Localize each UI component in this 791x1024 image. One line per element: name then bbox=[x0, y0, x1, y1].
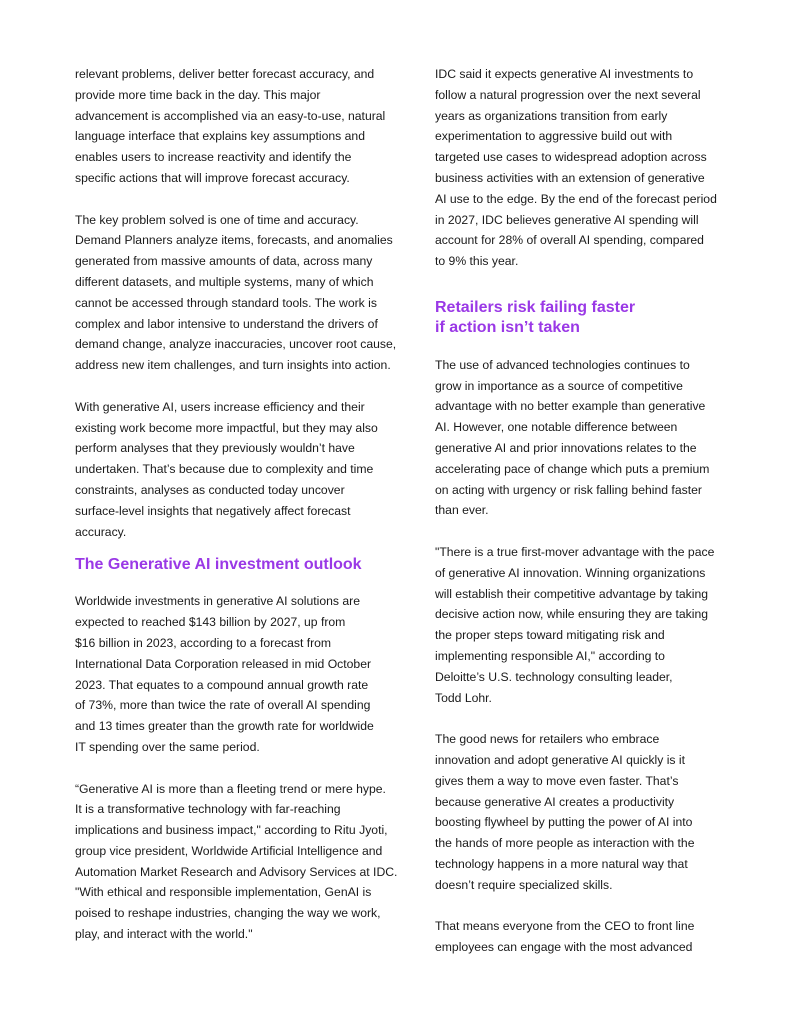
paragraph-spacer bbox=[435, 521, 727, 542]
right-paragraph-4: The good news for retailers who embrace innovation and adopt generative AI quickly is it gives them a way to move even faster. That’s because generative AI creates a productivity boosting flywheel by putting the power of AI into the hands of more people as interaction with the technology happens in a more natural way that doesn’t require specialized skills. bbox=[435, 732, 695, 892]
section-heading-investment-outlook: The Generative AI investment outlook bbox=[75, 556, 362, 574]
paragraph-spacer bbox=[435, 708, 727, 729]
right-paragraph-1: IDC said it expects generative AI investments to follow a natural progression over the next several years as organizations transition from early experimentation to aggressive build out with targeted use cases to widespread adoption across business activities with an extension of generative AI use to the edge. By the end of the forecast period in 2027, IDC believes generative AI spending will account for 28% of overall AI spending, compared to 9% this year. bbox=[435, 67, 717, 269]
left-column bbox=[75, 64, 407, 945]
right-paragraph-3-quote: "There is a true first-mover advantage with the pace of generative AI innovation. Winning organizations will establish their competitive advantage by taking decisive action now, while ensuring they are taking the proper steps toward mitigating risk and implementing responsible AI," according to Deloitte’s U.S. technology consulting leader, Todd Lohr. bbox=[435, 544, 715, 705]
paragraph-spacer bbox=[75, 189, 407, 210]
right-paragraph-2: The use of advanced technologies continues to grow in importance as a source of competitive advantage with no better example than generative AI. However, one notable difference between generative AI and prior innovations relates to the accelerating pace of change which puts a premium on acting with urgency or risk falling behind faster than ever. bbox=[435, 357, 710, 518]
right-column bbox=[435, 64, 727, 958]
paragraph-spacer bbox=[75, 376, 407, 397]
left-paragraph-3: With generative AI, users increase efficiency and their existing work become more impactful, but they may also perform analyses that they previously wouldn’t have undertaken. That’s because due to complexity and time constraints, analyses as conducted today uncover surface-level insights that negatively affect forecast accuracy. bbox=[75, 399, 378, 539]
paragraph-spacer bbox=[435, 272, 727, 293]
left-paragraph-2: The key problem solved is one of time and accuracy. Demand Planners analyze items, forecasts, and anomalies generated from massive amounts of data, across many different datasets, and multiple systems, many of which cannot be accessed through standard tools. The work is complex and labor intensive to understand the drivers of demand change, analyze inaccuracies, uncover root cause, address new item challenges, and turn insights into action. bbox=[75, 212, 397, 373]
section-heading-retailers-risk: Retailers risk failing faster if action isn’t taken bbox=[435, 298, 636, 336]
paragraph-spacer bbox=[75, 758, 407, 779]
left-paragraph-5-quote: “Generative AI is more than a fleeting trend or mere hype. It is a transformative technology with far-reaching implications and business impact," according to Ritu Jyoti, group vice president, Worldwide Artificial Intelligence and Automation Market Research and Advisory Services at IDC. "With ethical and responsible implementation, GenAI is poised to reshape industries, changing the way we work, play, and interact with the world." bbox=[75, 781, 398, 942]
left-paragraph-1: relevant problems, deliver better forecast accuracy, and provide more time back in the day. This major advancement is accomplished via an easy-to-use, natural language interface that explains key assumptions and enables users to increase reactivity and identify the specific actions that will improve forecast accuracy. bbox=[75, 67, 386, 185]
right-paragraph-5: That means everyone from the CEO to front line employees can engage with the most advanced bbox=[435, 919, 695, 955]
left-paragraph-4: Worldwide investments in generative AI solutions are expected to reached $143 billion by 2027, up from $16 billion in 2023, according to a forecast from International Data Corporation released in mid October 2023. That equates to a compound annual growth rate of 73%, more than twice the rate of overall AI spending and 13 times greater than the growth rate for worldwide IT spending over the same period. bbox=[75, 594, 374, 754]
paragraph-spacer bbox=[435, 895, 727, 916]
